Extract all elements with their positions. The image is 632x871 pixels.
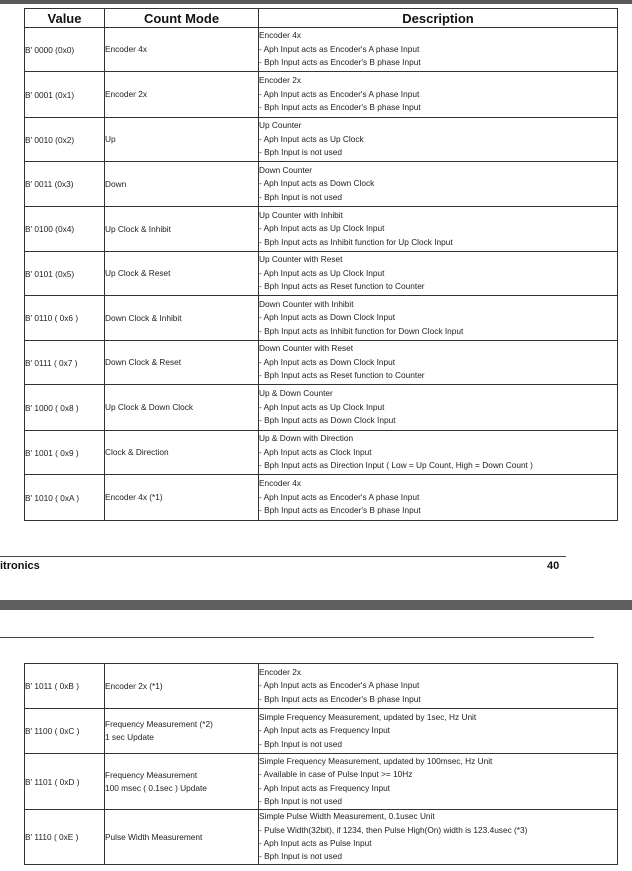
description-line: - Aph Input acts as Encoder's A phase Input (259, 491, 420, 502)
count-mode-text: Down Clock & Inhibit (105, 312, 182, 323)
value-cell: B' 0100 (0x4) (25, 207, 105, 252)
table-row (25, 296, 618, 341)
description-line: - Aph Input acts as Up Clock Input (259, 223, 385, 234)
description-line: Up & Down with Direction (259, 433, 354, 444)
description-cell (259, 28, 618, 72)
description-cell (259, 385, 618, 431)
table-row (25, 754, 618, 810)
table-row (25, 810, 618, 865)
value-cell: B' 1011 ( 0xB ) (25, 664, 105, 709)
description-line: Down Counter with Reset (259, 343, 354, 354)
count-mode-table (24, 8, 618, 521)
description-line: - Aph Input acts as Encoder's A phase Input (259, 88, 420, 99)
description-line: - Aph Input acts as Frequency Input (259, 725, 390, 736)
description-cell (259, 296, 618, 341)
count-mode-cell (105, 475, 259, 521)
description-line: Down Counter with Inhibit (259, 298, 354, 309)
description-cell (259, 162, 618, 207)
value-cell: B' 1101 ( 0xD ) (25, 754, 105, 810)
description-cell (259, 207, 618, 252)
table-row (25, 341, 618, 385)
count-mode-text: Frequency Measurement (*2) (105, 719, 213, 729)
description-line: - Aph Input acts as Up Clock (259, 133, 364, 144)
count-mode-text: Down (105, 178, 127, 189)
count-mode-text: Encoder 2x (105, 89, 147, 99)
description-column-header: Description (259, 9, 618, 28)
description-line: - Aph Input acts as Down Clock (259, 178, 375, 189)
count-mode-text: Encoder 4x (105, 44, 147, 54)
count-mode-cell (105, 431, 259, 475)
description-cell (259, 431, 618, 475)
description-cell (259, 754, 618, 810)
description-cell (259, 118, 618, 162)
description-line: - Bph Input acts as Encoder's B phase Input (259, 505, 421, 516)
count-mode-text: Encoder 4x (*1) (105, 492, 163, 502)
description-line: - Aph Input acts as Down Clock Input (259, 312, 396, 323)
description-cell (259, 810, 618, 865)
page-divider (0, 600, 632, 610)
count-mode-cell (105, 118, 259, 162)
description-line: Encoder 4x (259, 478, 301, 489)
footer-company-name: itronics (0, 560, 40, 572)
value-cell: B' 1010 ( 0xA ) (25, 475, 105, 521)
description-line: - Aph Input acts as Frequency Input (259, 782, 390, 793)
description-line: - Bph Input acts as Encoder's B phase Input (259, 693, 421, 704)
description-line: - Bph Input acts as Direction Input ( Low = Up Count, High = Down Count ) (259, 460, 533, 471)
table-row (25, 72, 618, 118)
description-line: - Bph Input is not used (259, 147, 343, 158)
description-line: - Bph Input acts as Reset function to Counter (259, 370, 425, 381)
count-mode-text: 100 msec ( 0.1sec ) Update (105, 782, 207, 793)
description-line: - Bph Input acts as Reset function to Counter (259, 281, 425, 292)
count-mode-text: Up Clock & Inhibit (105, 223, 171, 234)
description-line: - Aph Input acts as Up Clock Input (259, 267, 385, 278)
count-mode-table-continued (24, 663, 618, 865)
count-mode-text: Up Clock & Down Clock (105, 402, 194, 412)
table-row (25, 709, 618, 754)
description-line: Encoder 2x (259, 75, 301, 86)
count-mode-cell (105, 72, 259, 118)
value-cell: B' 0111 ( 0x7 ) (25, 341, 105, 385)
count-mode-cell (105, 162, 259, 207)
description-line: - Bph Input is not used (259, 191, 343, 202)
description-cell (259, 664, 618, 709)
count-mode-column-header: Count Mode (105, 9, 259, 28)
description-cell (259, 72, 618, 118)
description-line: - Bph Input acts as Down Clock Input (259, 415, 396, 426)
description-line: - Aph Input acts as Pulse Input (259, 838, 372, 848)
table-row (25, 664, 618, 709)
table-row (25, 28, 618, 72)
description-line: - Aph Input acts as Encoder's A phase Input (259, 43, 420, 54)
description-line: - Aph Input acts as Up Clock Input (259, 401, 385, 412)
table-row (25, 162, 618, 207)
description-line: - Bph Input is not used (259, 851, 343, 862)
description-line: - Bph Input acts as Encoder's B phase Input (259, 102, 421, 113)
description-line: - Bph Input acts as Inhibit function for Up Clock Input (259, 236, 453, 247)
description-line: Up Counter with Reset (259, 254, 343, 265)
description-cell (259, 475, 618, 521)
description-line: Encoder 4x (259, 30, 301, 41)
value-cell: B' 0000 (0x0) (25, 28, 105, 72)
description-line: Up Counter with Inhibit (259, 209, 343, 220)
count-mode-cell (105, 754, 259, 810)
count-mode-text: Up (105, 134, 116, 144)
count-mode-text: Pulse Width Measurement (105, 831, 203, 842)
description-cell (259, 341, 618, 385)
description-line: Encoder 2x (259, 666, 301, 677)
description-line: - Pulse Width(32bit), if 1234, then Pulse High(On) width is 123.4usec (*3) (259, 824, 528, 835)
count-mode-cell (105, 664, 259, 709)
description-line: Simple Pulse Width Measurement, 0.1usec Unit (259, 811, 435, 822)
count-mode-cell (105, 252, 259, 296)
count-mode-text: Clock & Direction (105, 447, 169, 457)
count-mode-cell (105, 341, 259, 385)
header-rule (0, 637, 594, 638)
value-cell: B' 1000 ( 0x8 ) (25, 385, 105, 431)
description-line: - Aph Input acts as Down Clock Input (259, 356, 396, 367)
count-mode-cell (105, 709, 259, 754)
value-cell: B' 0110 ( 0x6 ) (25, 296, 105, 341)
count-mode-cell (105, 385, 259, 431)
count-mode-text: Up Clock & Reset (105, 268, 171, 278)
table-row (25, 118, 618, 162)
count-mode-cell (105, 810, 259, 865)
description-line: - Available in case of Pulse Input >= 10Hz (259, 769, 413, 780)
description-line: - Aph Input acts as Clock Input (259, 446, 372, 457)
table-row (25, 207, 618, 252)
table-row (25, 252, 618, 296)
page-number: 40 (547, 560, 560, 572)
value-cell: B' 0010 (0x2) (25, 118, 105, 162)
description-line: - Aph Input acts as Encoder's A phase Input (259, 680, 420, 691)
count-mode-text: Frequency Measurement (105, 769, 198, 780)
description-line: - Bph Input is not used (259, 738, 343, 749)
table-row (25, 475, 618, 521)
value-cell: B' 0011 (0x3) (25, 162, 105, 207)
table-row (25, 431, 618, 475)
count-mode-text: Down Clock & Reset (105, 357, 182, 367)
description-cell (259, 252, 618, 296)
description-line: Down Counter (259, 164, 313, 175)
value-cell: B' 1100 ( 0xC ) (25, 709, 105, 754)
description-line: - Bph Input is not used (259, 795, 343, 806)
value-cell: B' 1001 ( 0x9 ) (25, 431, 105, 475)
description-line: - Bph Input acts as Inhibit function for Down Clock Input (259, 325, 464, 336)
value-column-header: Value (25, 9, 105, 28)
top-page-border (0, 0, 632, 4)
description-line: Up Counter (259, 120, 302, 131)
count-mode-cell (105, 28, 259, 72)
count-mode-text: Encoder 2x (*1) (105, 680, 163, 691)
description-line: Up & Down Counter (259, 388, 333, 399)
value-cell: B' 0001 (0x1) (25, 72, 105, 118)
footer-rule (0, 556, 566, 557)
description-line: - Bph Input acts as Encoder's B phase Input (259, 57, 421, 68)
value-cell: B' 1110 ( 0xE ) (25, 810, 105, 865)
description-line: Simple Frequency Measurement, updated by 1sec, Hz Unit (259, 711, 477, 722)
count-mode-cell (105, 207, 259, 252)
count-mode-text: 1 sec Update (105, 732, 154, 742)
description-cell (259, 709, 618, 754)
count-mode-cell (105, 296, 259, 341)
description-line: Simple Frequency Measurement, updated by 100msec, Hz Unit (259, 755, 493, 766)
value-cell: B' 0101 (0x5) (25, 252, 105, 296)
table-row (25, 385, 618, 431)
